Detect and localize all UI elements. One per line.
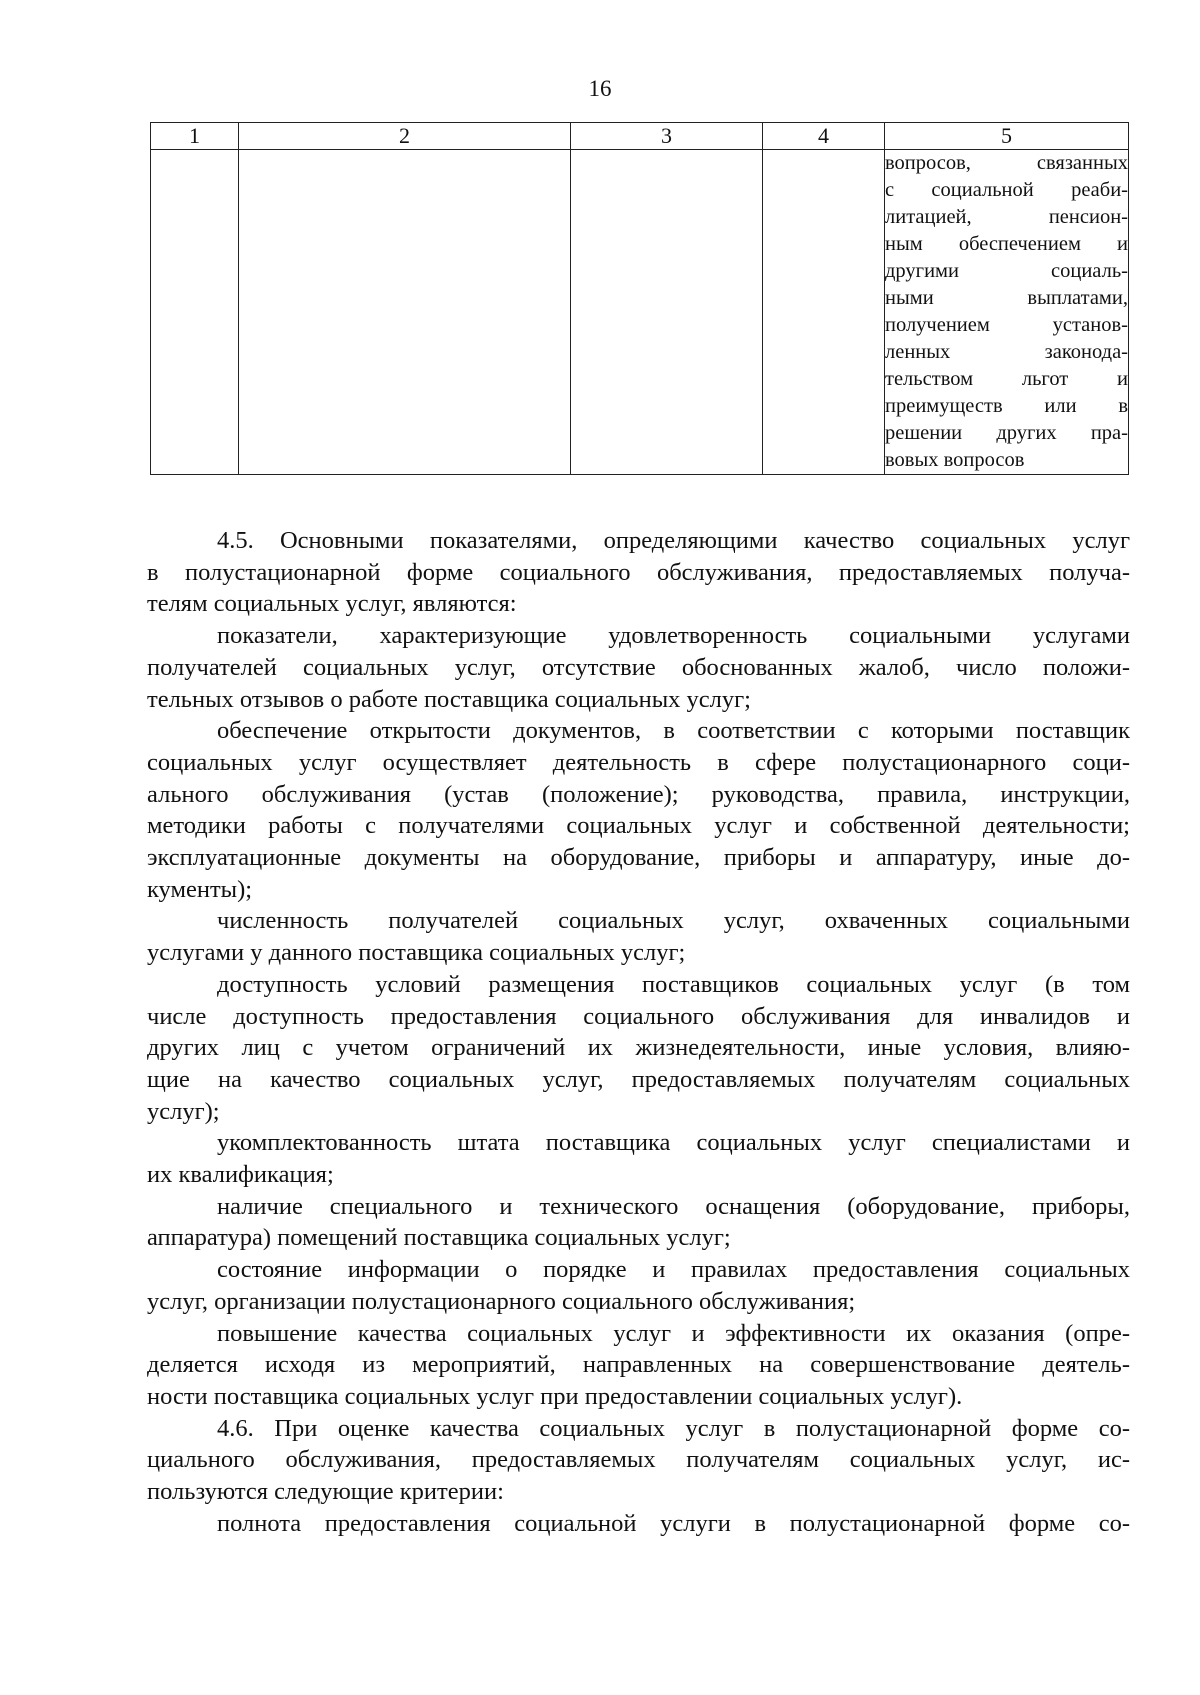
paragraph-line: циального обслуживания, предоставляемых получателям социальных услуг, ис-	[147, 1446, 1130, 1474]
paragraph-line: услугами у данного поставщика социальных услуг;	[147, 939, 686, 967]
page-number: 16	[588, 76, 612, 101]
paragraph-line: деляется исходя из мероприятий, направленных на совершенствование деятель-	[147, 1351, 1130, 1379]
paragraph-line: получателей социальных услуг, отсутствие обоснованных жалоб, число положи-	[147, 653, 1130, 681]
paragraph-line: их квалификация;	[147, 1161, 334, 1189]
paragraph-line: аппаратура) помещений поставщика социальных услуг;	[147, 1224, 731, 1252]
paragraph-line: щие на качество социальных услуг, предоставляемых получателям социальных	[147, 1065, 1130, 1093]
paragraph-line: методики работы с получателями социальных услуг и собственной деятельности;	[147, 812, 1130, 840]
paragraph-line: наличие специального и технического оснащения (оборудование, приборы,	[217, 1192, 1130, 1220]
paragraph-line: обеспечение открытости документов, в соответствии с которыми поставщик	[217, 717, 1130, 745]
table-cell-col1	[151, 150, 239, 475]
paragraph-line: телям социальных услуг, являются:	[147, 590, 517, 618]
continuation-table	[150, 122, 1129, 475]
paragraph-line: состояние информации о порядке и правилах предоставления социальных	[217, 1256, 1130, 1284]
paragraph-line: в полустационарной форме социального обслуживания, предоставляемых получа-	[147, 558, 1130, 586]
table-cell-col2	[239, 150, 571, 475]
paragraph-line: ального обслуживания (устав (положение); руководства, правила, инструкции,	[147, 780, 1130, 808]
table-cell-col3	[571, 150, 763, 475]
column-header-1: 1	[151, 123, 239, 150]
cell-line: с социальной реаби-	[885, 179, 1128, 201]
table-row	[151, 150, 1129, 475]
paragraph-line: повышение качества социальных услуг и эффективности их оказания (опре-	[217, 1319, 1130, 1347]
paragraph-line: других лиц с учетом ограничений их жизнедеятельности, иные условия, влияю-	[147, 1034, 1130, 1062]
column-header-2: 2	[239, 123, 571, 150]
column-header-3: 3	[571, 123, 763, 150]
paragraph-line: полнота предоставления социальной услуги в полустационарной форме со-	[217, 1509, 1130, 1537]
paragraph-line: показатели, характеризующие удовлетворенность социальными услугами	[217, 622, 1130, 650]
cell-line: получением установ-	[885, 314, 1128, 336]
paragraph-line: 4.6. При оценке качества социальных услуг в полустационарной форме со-	[217, 1414, 1130, 1442]
paragraph-line: услуг);	[147, 1097, 220, 1125]
table-cell-col4	[763, 150, 885, 475]
cell-line: ленных законода-	[885, 341, 1128, 363]
cell-line: вовых вопросов	[885, 449, 1025, 471]
paragraph-line: услуг, организации полустационарного социального обслуживания;	[147, 1287, 856, 1315]
paragraph-line: пользуются следующие критерии:	[147, 1478, 504, 1506]
cell-line: тельством льгот и	[885, 368, 1128, 390]
cell-line: преимуществ или в	[885, 395, 1128, 417]
cell-line: решении других пра-	[885, 422, 1128, 444]
paragraph-line: социальных услуг осуществляет деятельность в сфере полустационарного соци-	[147, 748, 1130, 776]
cell-line: вопросов, связанных	[885, 152, 1128, 174]
table-header-row	[151, 123, 1129, 150]
paragraph-line: укомплектованность штата поставщика социальных услуг специалистами и	[217, 1129, 1130, 1157]
cell-line: ными выплатами,	[885, 287, 1128, 309]
table-cell-col5	[885, 150, 1129, 475]
paragraph-line: доступность условий размещения поставщиков социальных услуг (в том	[217, 970, 1130, 998]
column-header-5: 5	[885, 123, 1129, 150]
cell-line: литацией, пенсион-	[885, 206, 1128, 228]
paragraph-line: тельных отзывов о работе поставщика социальных услуг;	[147, 685, 751, 713]
cell-line: ным обеспечением и	[885, 233, 1128, 255]
paragraph-line: эксплуатационные документы на оборудование, приборы и аппаратуру, иные до-	[147, 844, 1130, 872]
cell-line: другими социаль-	[885, 260, 1128, 282]
column-header-4: 4	[763, 123, 885, 150]
paragraph-line: числе доступность предоставления социального обслуживания для инвалидов и	[147, 1002, 1130, 1030]
paragraph-line: кументы);	[147, 875, 253, 903]
body-text	[147, 525, 1130, 1540]
paragraph-line: 4.5. Основными показателями, определяющими качество социальных услуг	[217, 527, 1130, 554]
paragraph-line: ности поставщика социальных услуг при предоставлении социальных услуг).	[147, 1382, 963, 1410]
paragraph-line: численность получателей социальных услуг, охваченных социальными	[217, 907, 1130, 935]
